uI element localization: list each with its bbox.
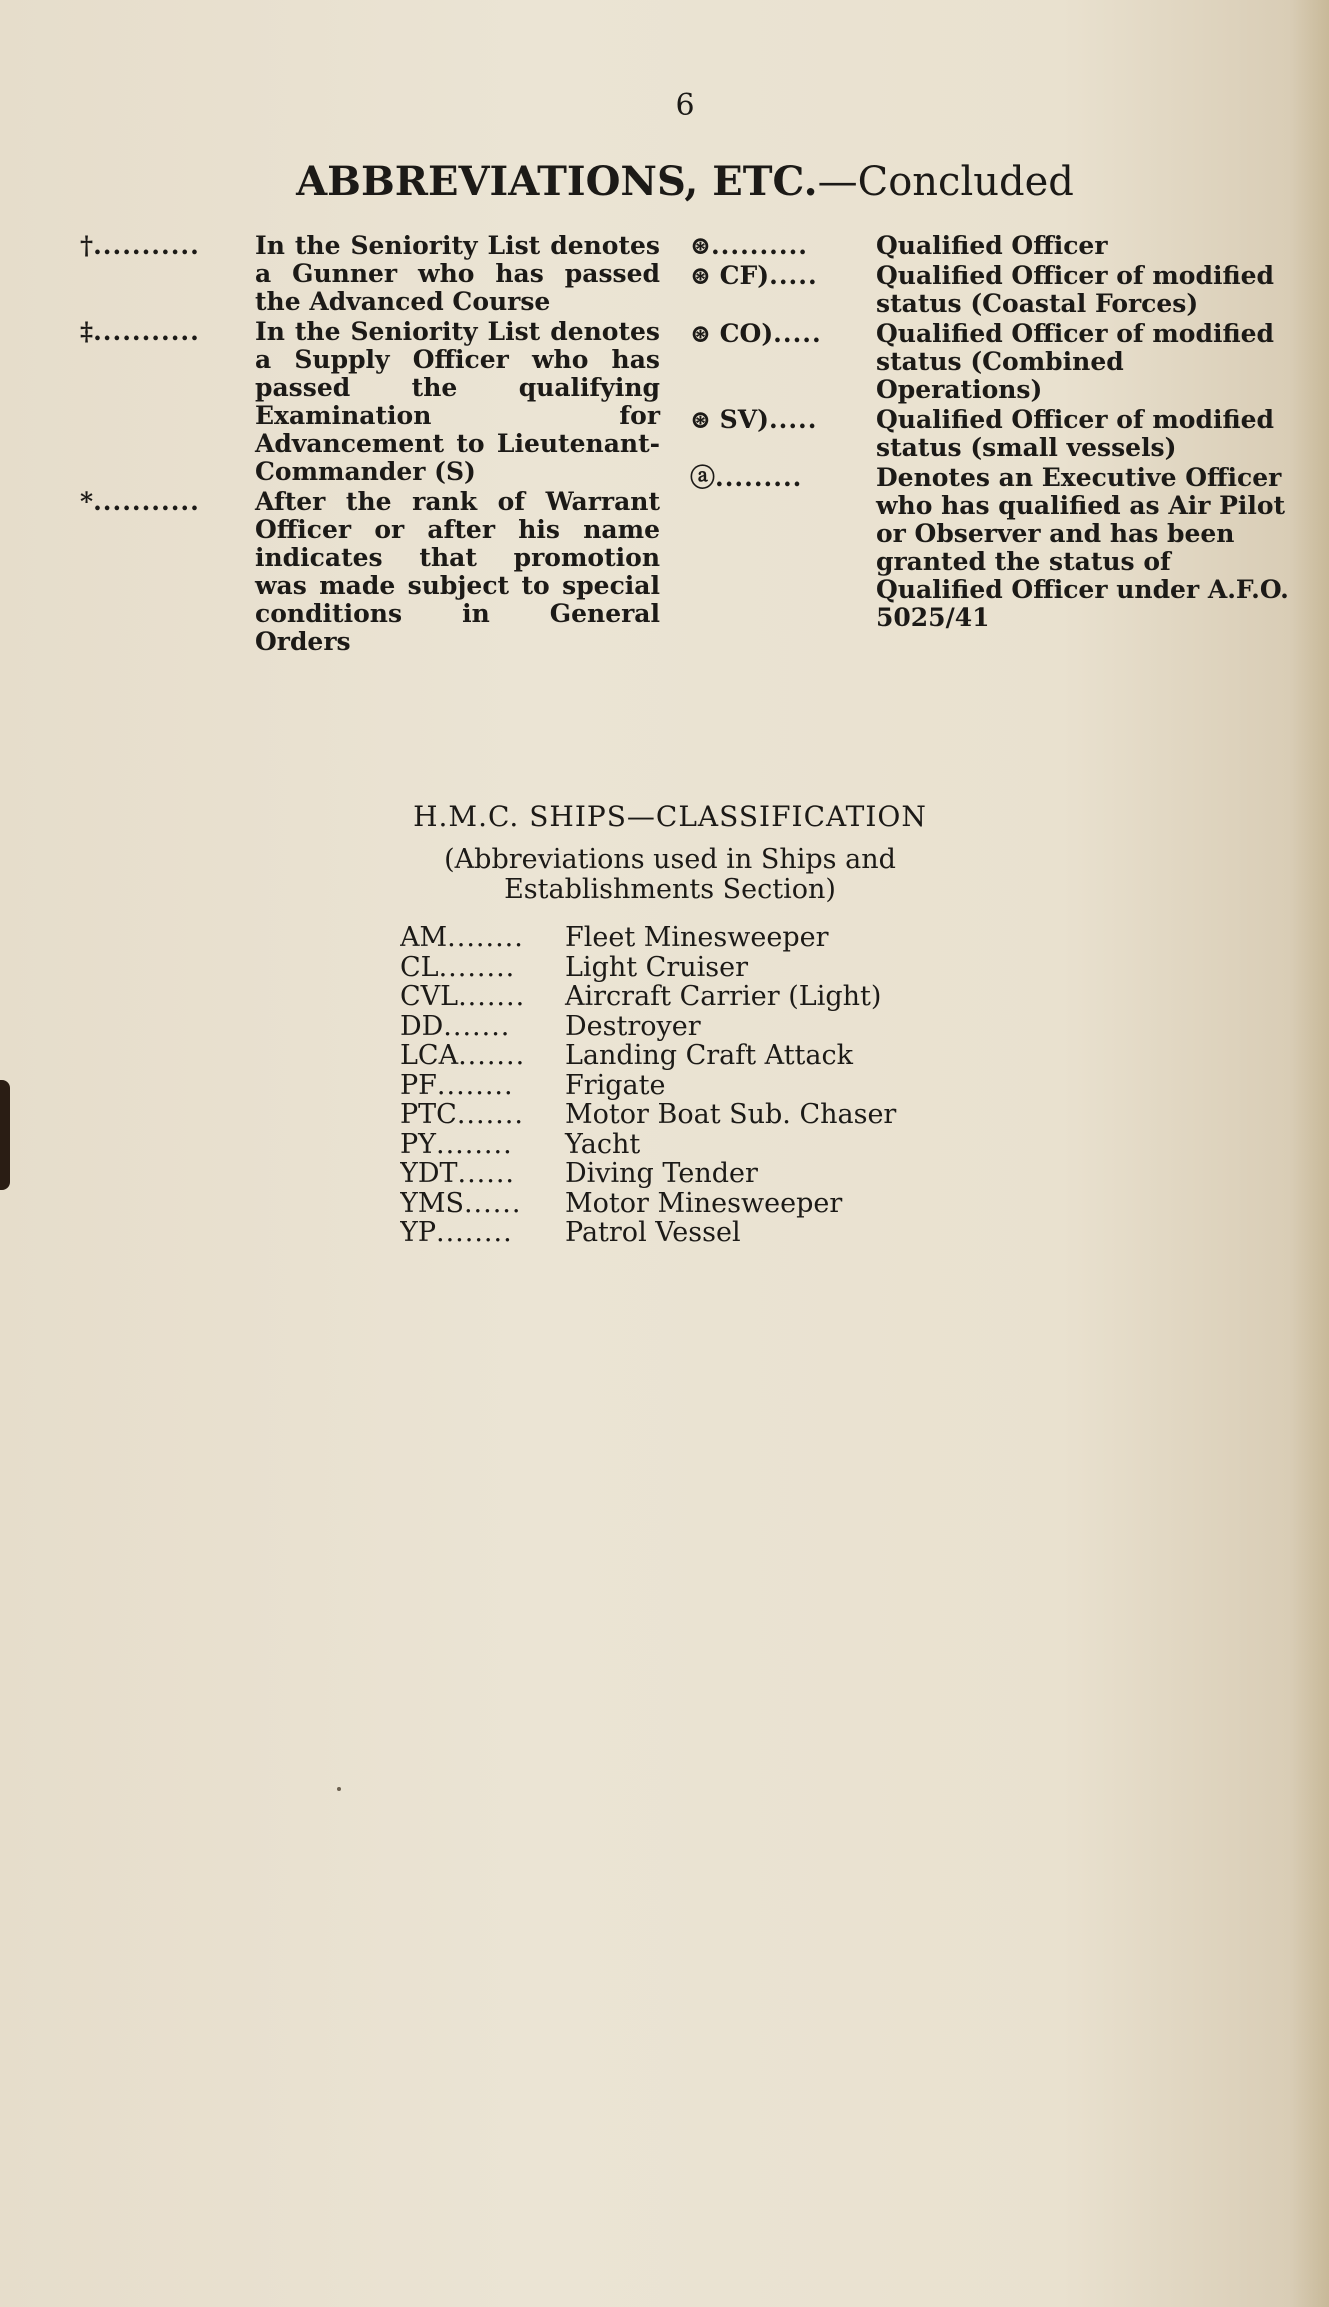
entry-symbol: *........... [80, 487, 200, 516]
abbreviation-entry [80, 318, 660, 486]
entry-description: In the Seniority List denotes a Gunner who has passed the Advanced Course [255, 231, 660, 316]
list-item: YMS...... Motor Minesweeper [400, 1187, 843, 1219]
section-subtitle: (Abbreviations used in Ships and Establishments Section) [444, 844, 896, 905]
list-item: PTC....... Motor Boat Sub. Chaser [400, 1099, 897, 1130]
ships-classification-section [330, 800, 1010, 1248]
entry-description: Qualified Officer [876, 231, 1108, 260]
list-item: AM........ Fleet Minesweeper [400, 922, 829, 953]
list-item: DD....... Destroyer [400, 1010, 701, 1042]
left-abbreviation-column [80, 232, 660, 658]
list-item: LCA....... Landing Craft Attack [400, 1040, 853, 1071]
abbreviation-entry [690, 464, 1290, 632]
list-item: YDT...... Diving Tender [400, 1158, 758, 1189]
abbreviation-entry [80, 488, 660, 656]
classification-list [400, 923, 1010, 1248]
entry-symbol: ⊛.......... [690, 231, 808, 260]
entry-description: Qualified Officer of modified status (small vessels) [876, 405, 1275, 462]
abbreviation-entry [690, 232, 1290, 260]
paper-speck [337, 1787, 341, 1791]
binding-mark [0, 1080, 10, 1190]
right-abbreviation-column [690, 232, 1290, 634]
abbreviation-entry [690, 406, 1290, 462]
entry-symbol: ‡........... [80, 317, 200, 346]
entry-description: Denotes an Executive Officer who has qualified as Air Pilot or Observer and has been granted the status of Qualified Officer under A.F.O. 5025/41 [876, 463, 1289, 632]
entry-symbol: †........... [80, 231, 200, 260]
abbreviation-entry [690, 262, 1290, 318]
entry-symbol: ⊛ CO)..... [690, 319, 822, 348]
entry-description: In the Seniority List denotes a Supply Officer who has passed the qualifying Examination for Advancement to Lieutenant-Commander (S) [255, 317, 660, 486]
section-heading: H.M.C. SHIPS—CLASSIFICATION [413, 800, 927, 833]
abbreviation-entry [690, 320, 1290, 404]
title-suffix: —Concluded [817, 159, 1074, 205]
entry-description: After the rank of Warrant Officer or after his name indicates that promotion was made subject to special conditions in General Orders [255, 487, 660, 656]
title-main: ABBREVIATIONS, ETC. [296, 158, 818, 205]
list-item: YP........ Patrol Vessel [400, 1217, 741, 1248]
abbreviation-entry [80, 232, 660, 316]
entry-symbol: ⓐ......... [690, 463, 803, 492]
list-item: PY........ Yacht [400, 1128, 641, 1160]
entry-description: Qualified Officer of modified status (Combined Operations) [876, 319, 1275, 404]
entry-symbol: ⊛ CF)..... [690, 261, 818, 290]
list-item: CVL....... Aircraft Carrier (Light) [400, 981, 882, 1012]
entry-symbol: ⊛ SV)..... [690, 405, 818, 434]
page-title [0, 158, 1329, 205]
list-item: PF........ Frigate [400, 1069, 666, 1101]
page-number: 6 [675, 88, 695, 123]
entry-description: Qualified Officer of modified status (Coastal Forces) [876, 261, 1275, 318]
list-item: CL........ Light Cruiser [400, 951, 749, 983]
